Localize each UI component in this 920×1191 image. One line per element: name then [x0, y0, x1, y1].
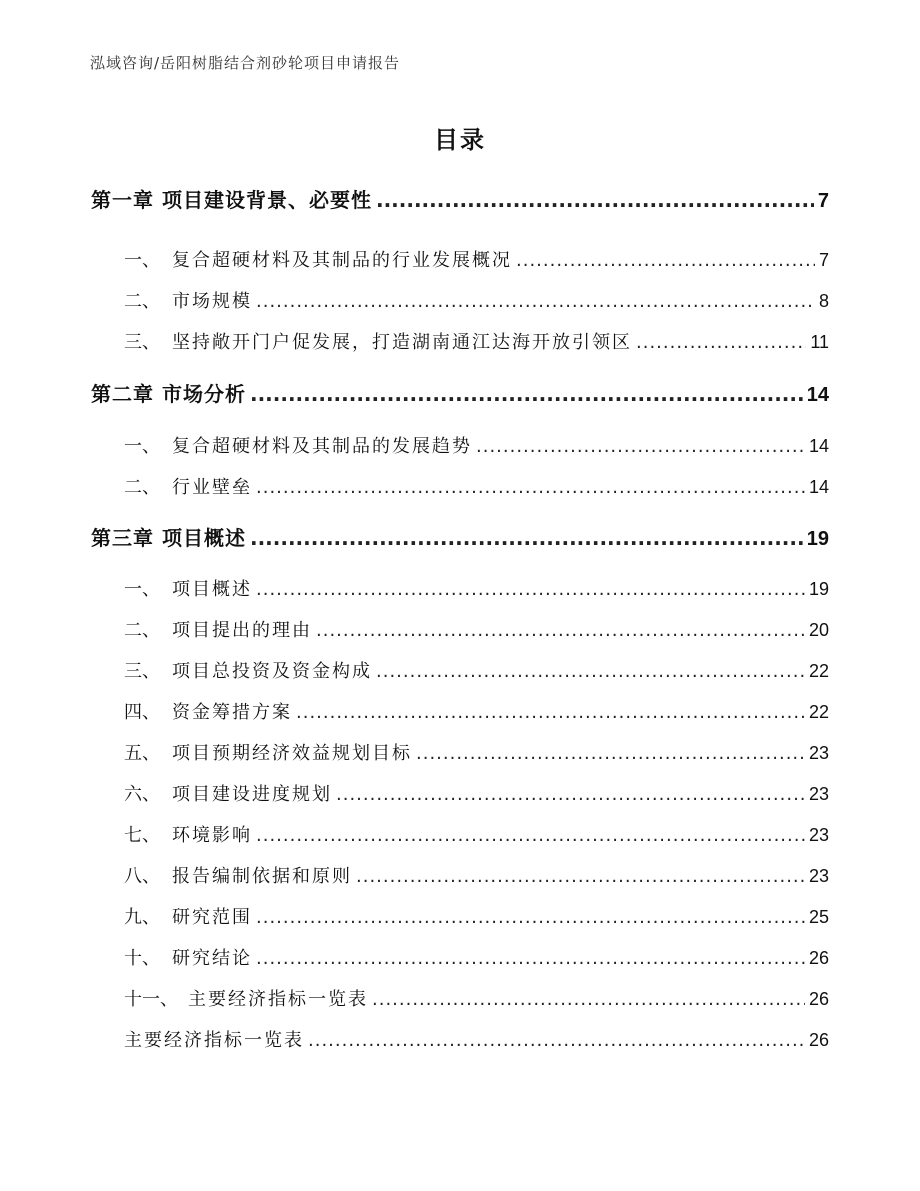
toc-entry-label: 第二章 市场分析: [91, 382, 246, 406]
toc-entry-chapter-2[interactable]: [91, 378, 829, 407]
toc-entry-label: 主要经济指标一览表: [124, 1030, 304, 1051]
toc-entry-label: 第一章 项目建设背景、必要性: [91, 188, 372, 212]
toc-entry-page: 7: [817, 190, 829, 212]
dot-leader: [256, 948, 805, 969]
toc-entry-number: 一、: [124, 250, 160, 271]
toc-entry-page: 23: [808, 825, 829, 845]
dot-leader: [516, 250, 815, 271]
toc-entry-number: 七、: [124, 825, 160, 846]
toc-entry-page: 14: [808, 436, 829, 456]
toc-entry-number: 一、: [124, 436, 160, 457]
dot-leader: [296, 702, 805, 723]
toc-entry[interactable]: [124, 985, 829, 1011]
toc-entry-number: 六、: [124, 784, 160, 805]
toc-entry[interactable]: [124, 739, 829, 765]
toc-entry-label: 项目概述: [172, 579, 252, 600]
dot-leader: [372, 989, 805, 1010]
toc-entry-page: 7: [818, 250, 829, 270]
toc-entry-label: 项目总投资及资金构成: [172, 661, 372, 682]
dot-leader: [256, 579, 805, 600]
toc-entry-label: 主要经济指标一览表: [188, 989, 368, 1010]
toc-entry-number: 八、: [124, 866, 160, 887]
toc-entry-page: 22: [808, 661, 829, 681]
toc-entry[interactable]: [124, 473, 829, 499]
dot-leader: [476, 436, 805, 457]
toc-entry[interactable]: [124, 1026, 829, 1052]
toc-entry-label: 坚持敞开门户促发展，打造湖南通江达海开放引领区: [172, 332, 632, 353]
dot-leader: [256, 825, 805, 846]
toc-entry-number: 五、: [124, 743, 160, 764]
toc-entry-page: 8: [818, 291, 829, 311]
dot-leader: [316, 620, 805, 641]
toc-entry[interactable]: [124, 657, 829, 683]
toc-entry[interactable]: [124, 328, 829, 354]
toc-entry-number: 九、: [124, 907, 160, 928]
dot-leader: [336, 784, 805, 805]
toc-entry-label: 环境影响: [172, 825, 252, 846]
dot-leader: [308, 1030, 805, 1051]
toc-entry-label: 研究范围: [172, 907, 252, 928]
toc-entry-label: 报告编制依据和原则: [172, 866, 352, 887]
toc-entry-label: 项目建设进度规划: [172, 784, 332, 805]
dot-leader: [636, 332, 806, 353]
dot-leader: [256, 907, 805, 928]
toc-entry-page: 23: [808, 743, 829, 763]
toc-entry-page: 23: [808, 866, 829, 886]
toc-entry-number: 十一、: [124, 989, 178, 1010]
toc-entry-number: 二、: [124, 620, 160, 641]
toc-entry-page: 26: [808, 948, 829, 968]
dot-leader: [376, 188, 814, 212]
toc-entry-label: 第三章 项目概述: [91, 526, 246, 550]
toc-entry-label: 资金筹措方案: [172, 702, 292, 723]
toc-entry[interactable]: [124, 862, 829, 888]
toc-entry-number: 十、: [124, 948, 160, 969]
toc-entry-page: 19: [806, 528, 829, 550]
toc-entry-page: 23: [808, 784, 829, 804]
toc-entry-page: 19: [808, 579, 829, 599]
toc-entry-page: 26: [808, 989, 829, 1009]
dot-leader: [256, 477, 805, 498]
toc-entry-page: 14: [806, 384, 829, 406]
running-header: 泓域咨询/岳阳树脂结合剂砂轮项目申请报告: [90, 54, 401, 72]
dot-leader: [416, 743, 805, 764]
toc-entry-number: 二、: [124, 477, 160, 498]
toc-entry-chapter-3[interactable]: [91, 522, 829, 551]
toc-entry-number: 二、: [124, 291, 160, 312]
dot-leader: [356, 866, 805, 887]
toc-entry-number: 一、: [124, 579, 160, 600]
toc-entry[interactable]: [124, 780, 829, 806]
dot-leader: [250, 526, 803, 550]
toc-entry-label: 复合超硬材料及其制品的行业发展概况: [172, 250, 512, 271]
toc-entry-page: 11: [810, 332, 829, 352]
toc-entry-label: 项目预期经济效益规划目标: [172, 743, 412, 764]
toc-entry[interactable]: [124, 246, 829, 272]
toc-entry[interactable]: [124, 432, 829, 458]
toc-entry[interactable]: [124, 821, 829, 847]
toc-entry-number: 三、: [124, 332, 160, 353]
toc-entry-page: 25: [808, 907, 829, 927]
toc-entry-page: 20: [808, 620, 829, 640]
toc-entry[interactable]: [124, 287, 829, 313]
toc-entry-label: 研究结论: [172, 948, 252, 969]
toc-entry[interactable]: [124, 903, 829, 929]
toc-entry[interactable]: [124, 575, 829, 601]
toc-entry-label: 市场规模: [172, 291, 252, 312]
toc-entry-label: 复合超硬材料及其制品的发展趋势: [172, 436, 472, 457]
toc-entry[interactable]: [124, 944, 829, 970]
dot-leader: [376, 661, 805, 682]
toc-entry[interactable]: [124, 698, 829, 724]
toc-entry-label: 项目提出的理由: [172, 620, 312, 641]
toc-entry-label: 行业壁垒: [172, 477, 252, 498]
dot-leader: [256, 291, 815, 312]
toc-entry-page: 26: [808, 1030, 829, 1050]
toc-entry-number: 三、: [124, 661, 160, 682]
toc-entry-page: 14: [808, 477, 829, 497]
toc-entry-chapter-1[interactable]: [91, 184, 829, 213]
toc-title: 目录: [434, 126, 486, 154]
toc-entry[interactable]: [124, 616, 829, 642]
dot-leader: [250, 382, 803, 406]
toc-entry-page: 22: [808, 702, 829, 722]
toc-entry-number: 四、: [124, 702, 160, 723]
